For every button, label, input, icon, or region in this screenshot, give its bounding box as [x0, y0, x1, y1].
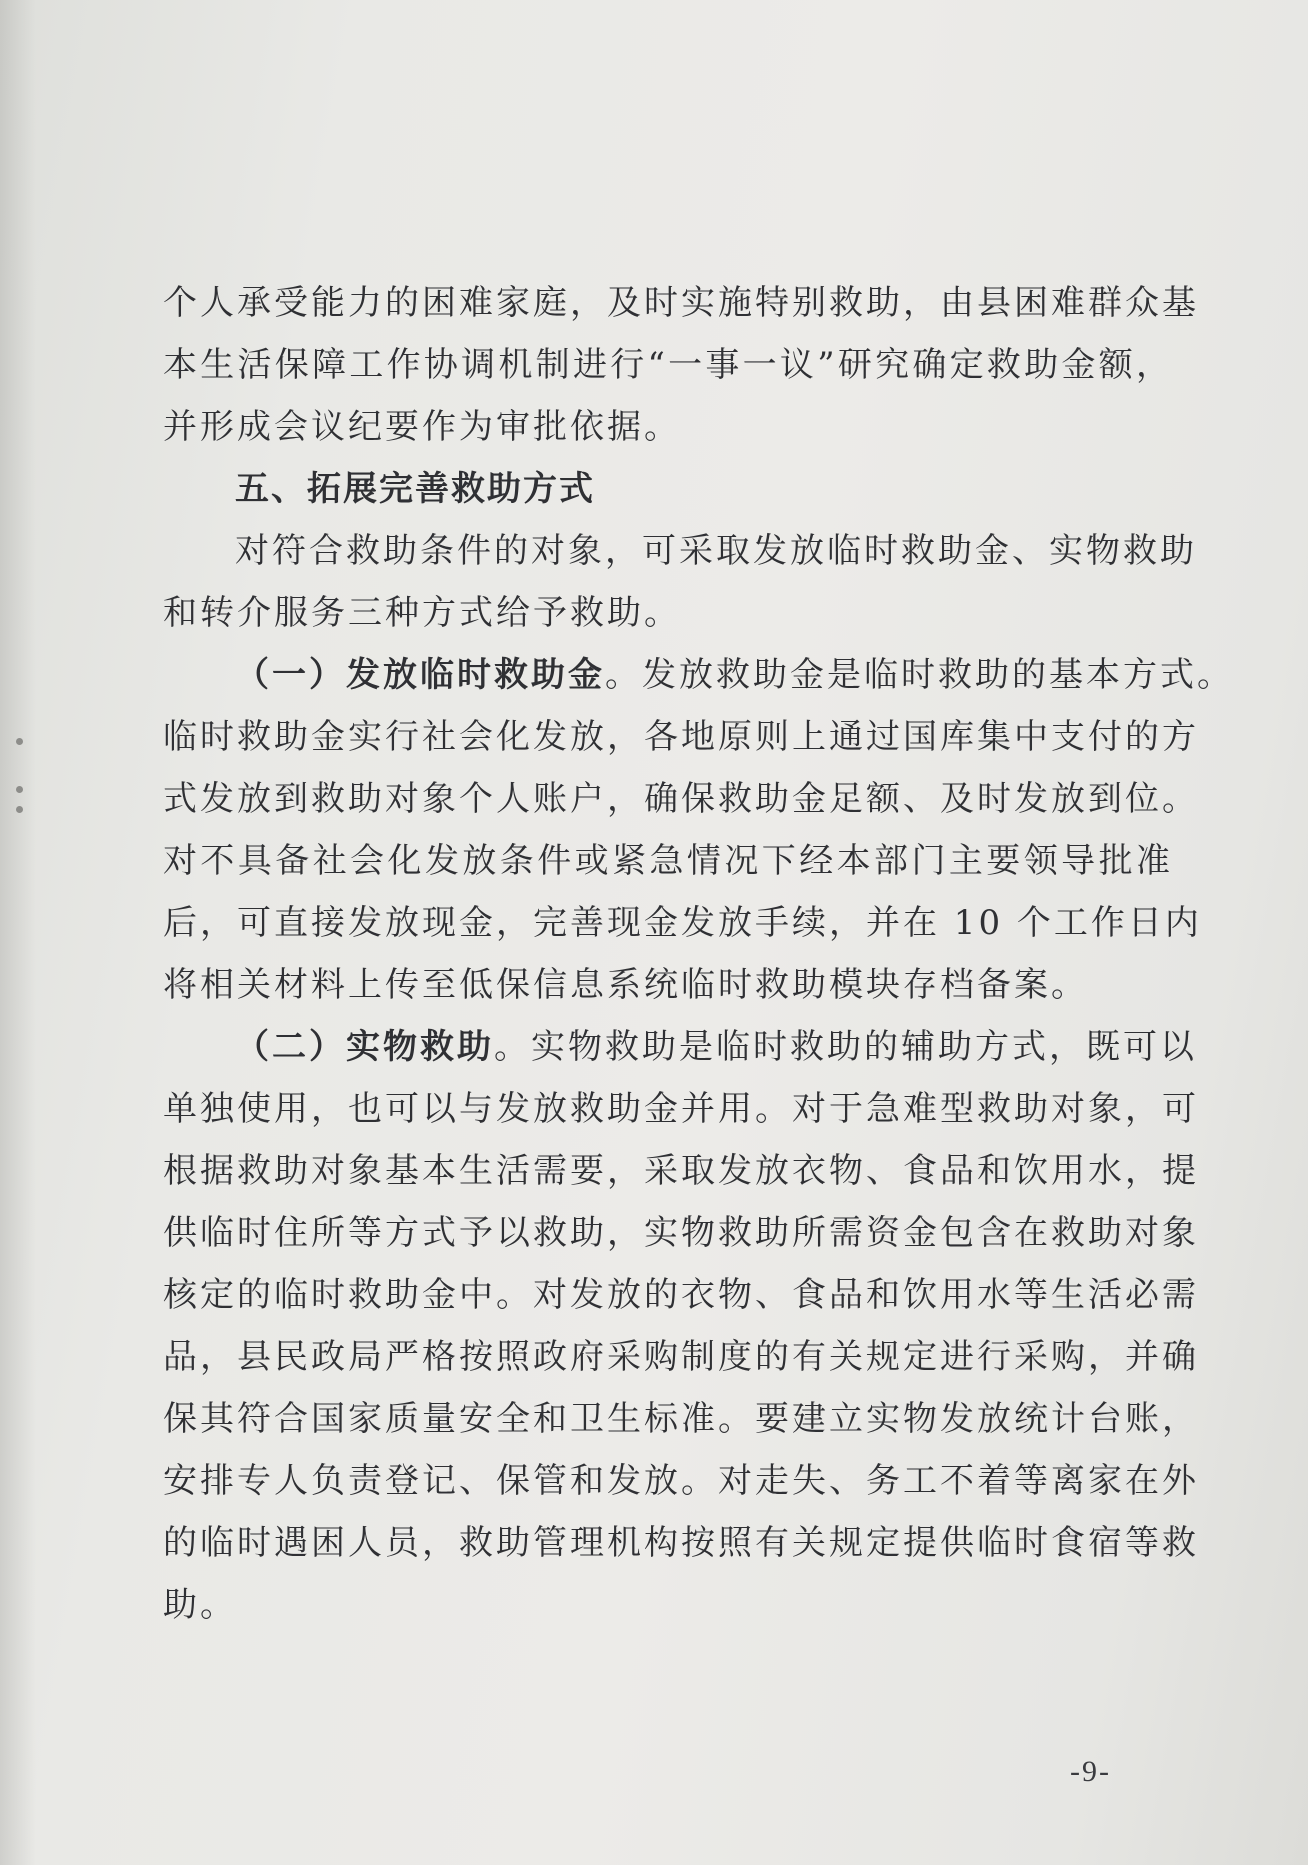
paragraph-line: 的临时遇困人员，救助管理机构按照有关规定提供临时食宿等救: [163, 1523, 1199, 1563]
paragraph-text: 。发放救助金是临时救助的基本方式。: [605, 655, 1234, 695]
binding-hole-mark: [16, 806, 23, 813]
page-number: -9-: [1070, 1755, 1111, 1788]
section-heading: 五、拓展完善救助方式: [235, 469, 595, 509]
subsection-first-line: [163, 644, 1234, 706]
paragraph-line: 将相关材料上传至低保信息系统临时救助模块存档备案。: [163, 965, 1088, 1005]
paragraph-text: 。实物救助是临时救助的辅助方式，既可以: [494, 1027, 1197, 1067]
paragraph-line: 安排专人负责登记、保管和发放。对走失、务工不着等离家在外: [163, 1461, 1199, 1501]
paragraph-line: 保其符合国家质量安全和卫生标准。要建立实物发放统计台账，: [163, 1399, 1199, 1439]
paragraph-line: 和转介服务三种方式给予救助。: [163, 593, 681, 633]
paragraph-line: 单独使用，也可以与发放救助金并用。对于急难型救助对象，可: [163, 1089, 1199, 1129]
paragraph-line: 品，县民政局严格按照政府采购制度的有关规定进行采购，并确: [163, 1337, 1199, 1377]
paragraph-line: 助。: [163, 1585, 237, 1625]
paragraph-line: 后，可直接发放现金，完善现金发放手续，并在 10 个工作日内: [163, 903, 1202, 943]
paragraph-line: 对不具备社会化发放条件或紧急情况下经本部门主要领导批准: [163, 841, 1173, 881]
paragraph-line: 根据救助对象基本生活需要，采取发放衣物、食品和饮用水，提: [163, 1151, 1199, 1191]
subsection-title: （二）实物救助: [235, 1027, 494, 1067]
subsection-first-line: [163, 1016, 1197, 1078]
binding-hole-mark: [16, 786, 23, 793]
paragraph-line: 供临时住所等方式予以救助，实物救助所需资金包含在救助对象: [163, 1213, 1199, 1253]
paragraph-line: 式发放到救助对象个人账户，确保救助金足额、及时发放到位。: [163, 779, 1199, 819]
paragraph-line: 临时救助金实行社会化发放，各地原则上通过国库集中支付的方: [163, 717, 1199, 757]
subsection-title: （一）发放临时救助金: [235, 655, 605, 695]
paragraph-line: 个人承受能力的困难家庭，及时实施特别救助，由县困难群众基: [163, 283, 1199, 323]
document-body: [163, 272, 1234, 1636]
paragraph-line: 核定的临时救助金中。对发放的衣物、食品和饮用水等生活必需: [163, 1275, 1199, 1315]
paragraph-line: 并形成会议纪要作为审批依据。: [163, 407, 681, 447]
paragraph-line: 本生活保障工作协调机制进行“一事一议”研究确定救助金额，: [163, 345, 1173, 385]
binding-hole-mark: [16, 738, 23, 745]
binding-edge-shadow: [0, 0, 36, 1865]
paragraph-line: 对符合救助条件的对象，可采取发放临时救助金、实物救助: [235, 531, 1197, 571]
